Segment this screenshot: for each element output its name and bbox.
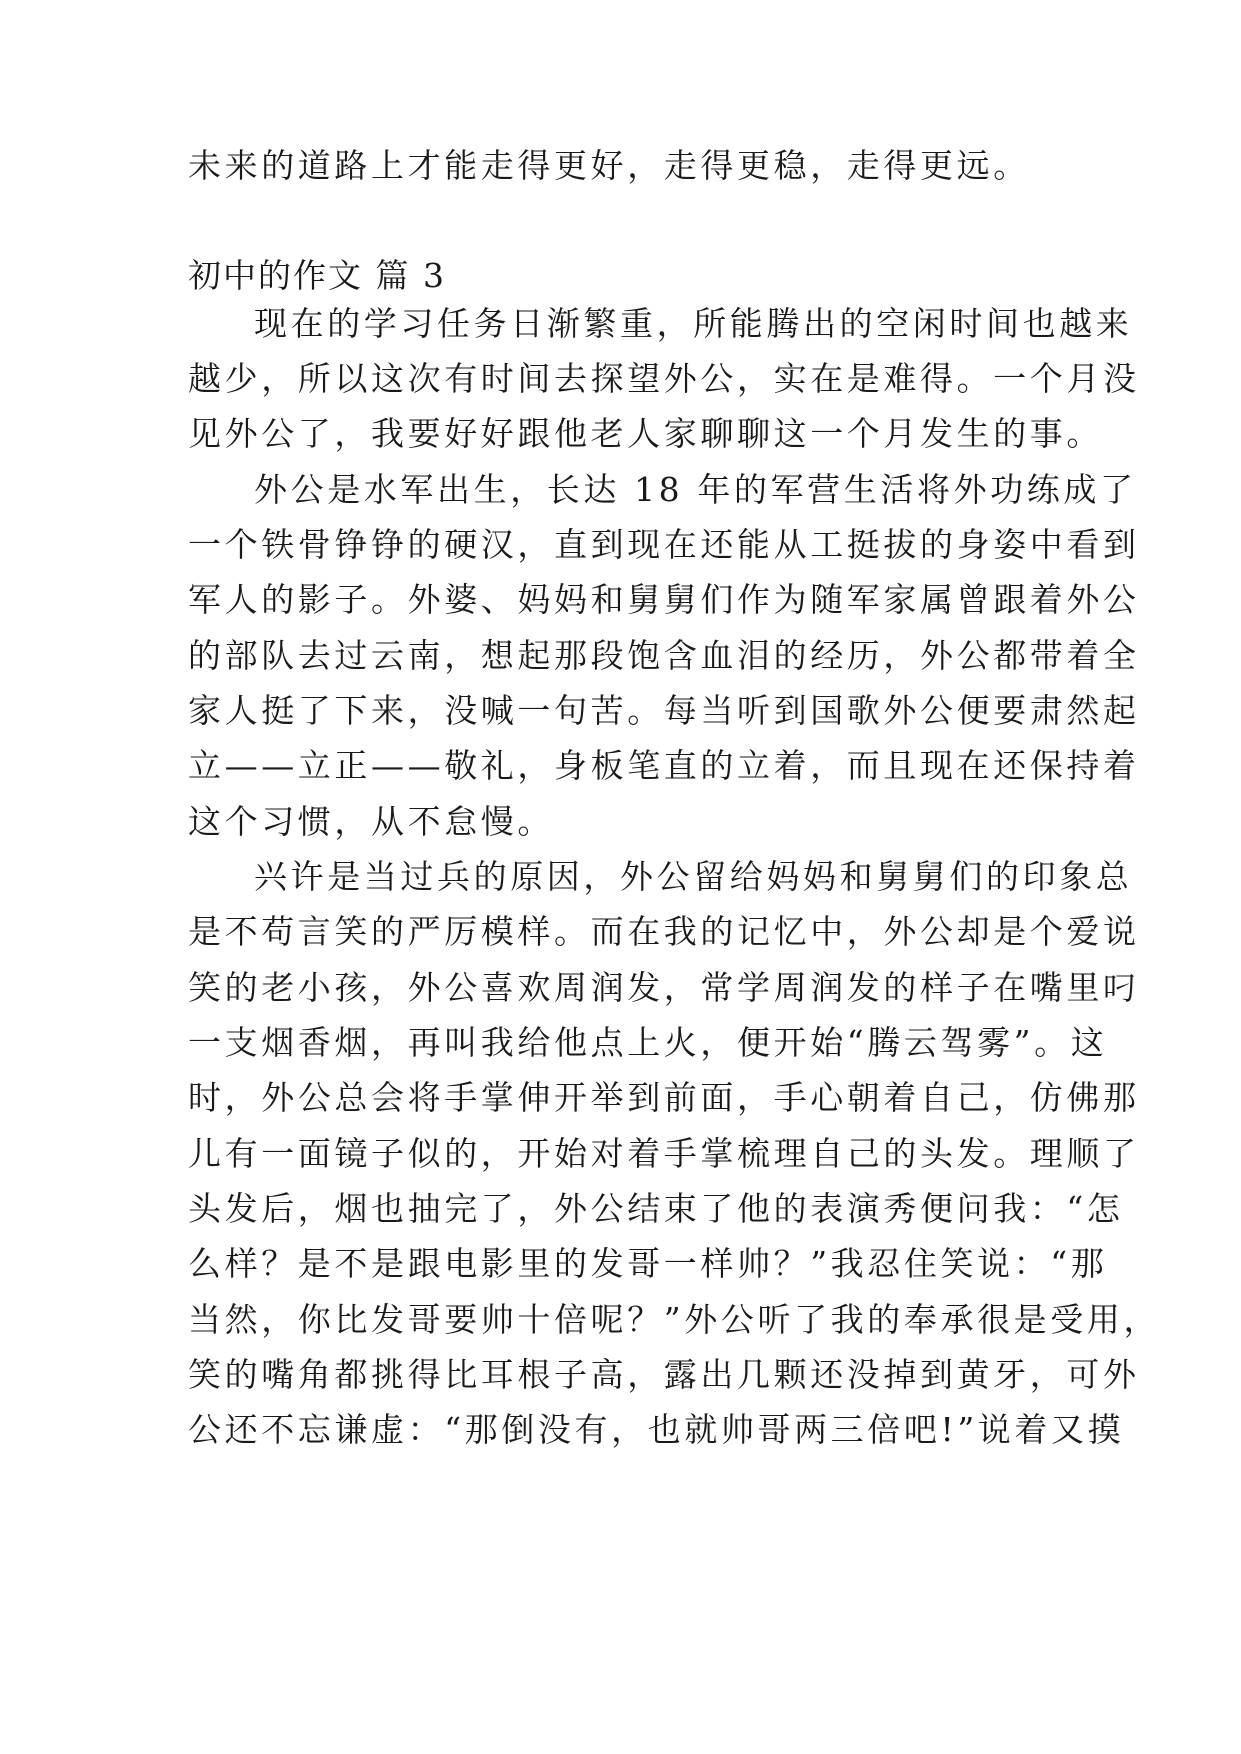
text-line: 么样？是不是跟电影里的发哥一样帅？”我忍住笑说：“那 — [188, 1244, 1108, 1283]
text-line: 笑的嘴角都挑得比耳根子高，露出几颗还没掉到黄牙，可外 — [188, 1355, 1140, 1394]
text-line: 一支烟香烟，再叫我给他点上火，便开始“腾云驾雾”。这 — [188, 1023, 1108, 1062]
text-line: 现在的学习任务日渐繁重，所能腾出的空闲时间也越来 — [254, 304, 1133, 343]
intro-line: 未来的道路上才能走得更好，走得更稳，走得更远。 — [188, 146, 1030, 185]
text-line: 这个习惯，从不怠慢。 — [188, 802, 554, 841]
text-line: 的部队去过云南，想起那段饱含血泪的经历，外公都带着全 — [188, 636, 1140, 675]
text-line: 立——立正——敬礼，身板笔直的立着，而且现在还保持着 — [188, 746, 1140, 785]
text-line: 公还不忘谦虚：“那倒没有，也就帅哥两三倍吧!”说着又摸 — [188, 1410, 1125, 1449]
text-line: 家人挺了下来，没喊一句苦。每当听到国歌外公便要肃然起 — [188, 691, 1140, 730]
section-title: 初中的作文 篇 3 — [188, 256, 446, 295]
text-line: 是不苟言笑的严厉模样。而在我的记忆中，外公却是个爱说 — [188, 912, 1140, 951]
text-line: 越少，所以这次有时间去探望外公，实在是难得。一个月没 — [188, 359, 1140, 398]
text-line: 头发后，烟也抽完了，外公结束了他的表演秀便问我：“怎 — [188, 1189, 1124, 1228]
text-line: 儿有一面镜子似的，开始对着手掌梳理自己的头发。理顺了 — [188, 1134, 1140, 1173]
text-line: 外公是水军出生，长达 18 年的军营生活将外功练成了 — [254, 470, 1137, 509]
text-line: 见外公了，我要好好跟他老人家聊聊这一个月发生的事。 — [188, 414, 1103, 453]
text-line: 当然，你比发哥要帅十倍呢？”外公听了我的奉承很是受用， — [188, 1300, 1161, 1339]
text-line: 军人的影子。外婆、妈妈和舅舅们作为随军家属曾跟着外公 — [188, 580, 1140, 619]
text-line: 一个铁骨铮铮的硬汉，直到现在还能从工挺拔的身姿中看到 — [188, 525, 1140, 564]
text-line: 笑的老小孩，外公喜欢周润发，常学周润发的样子在嘴里叼 — [188, 968, 1140, 1007]
text-line: 时，外公总会将手掌伸开举到前面，手心朝着自己，仿佛那 — [188, 1078, 1140, 1117]
text-line: 兴许是当过兵的原因，外公留给妈妈和舅舅们的印象总 — [254, 857, 1133, 896]
